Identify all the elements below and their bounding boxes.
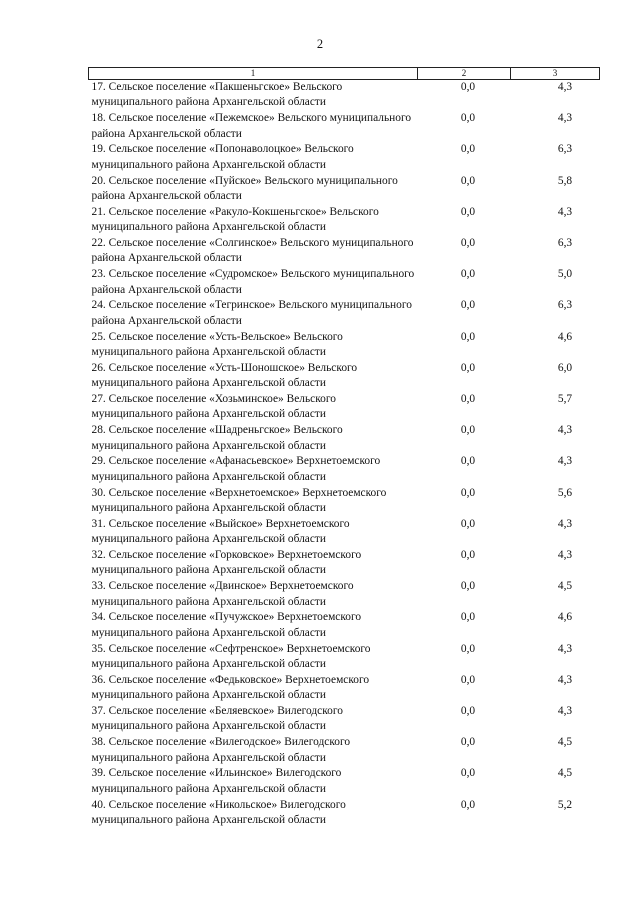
settlement-name-cell: 28. Сельское поселение «Шадреньгское» Вельского муниципального района Архангельской области	[91, 424, 343, 452]
value-col-3-cell: 4,6	[557, 330, 573, 343]
settlement-name-cell: 35. Сельское поселение «Сефтренское» Верхнетоемского муниципального района Архангельской области	[91, 642, 371, 671]
table-row	[89, 704, 600, 735]
table-row	[89, 298, 600, 329]
settlement-name-cell: 25. Сельское поселение «Усть-Вельское» Вельского муниципального района Архангельской области	[91, 330, 343, 359]
settlement-name-cell: 33. Сельское поселение «Двинское» Верхнетоемского муниципального района Архангельской области	[91, 580, 354, 608]
value-col-3-cell: 4,3	[557, 642, 573, 655]
value-col-3-cell: 4,3	[557, 205, 573, 218]
table-row	[89, 486, 600, 517]
value-col-3-cell: 5,0	[557, 268, 573, 281]
settlement-name-cell: 30. Сельское поселение «Верхнетоемское» Верхнетоемского муниципального района Архангельской области	[91, 486, 387, 515]
value-col-3-cell: 4,3	[557, 517, 573, 530]
value-col-2-cell: 0,0	[460, 455, 476, 468]
settlement-name-cell: 32. Сельское поселение «Горковское» Верхнетоемского муниципального района Архангельской области	[91, 549, 362, 577]
table-row	[89, 205, 600, 236]
table-row	[89, 610, 600, 641]
value-col-3-cell: 4,3	[557, 549, 573, 562]
value-col-2-cell: 0,0	[460, 798, 476, 811]
table-row	[89, 673, 600, 704]
header-col-1: 1	[89, 68, 418, 80]
table-row	[89, 798, 600, 829]
table-row	[89, 80, 600, 112]
settlement-name-cell: 37. Сельское поселение «Беляевское» Вилегодского муниципального района Архангельской области	[91, 705, 343, 733]
table-row	[89, 766, 600, 797]
value-col-2-cell: 0,0	[460, 237, 476, 250]
value-col-2-cell: 0,0	[460, 549, 476, 562]
value-col-2-cell: 0,0	[460, 143, 476, 156]
value-col-2-cell: 0,0	[460, 736, 476, 749]
settlement-name-cell: 38. Сельское поселение «Вилегодское» Вилегодского муниципального района Архангельской области	[91, 736, 351, 764]
value-col-3-cell: 4,3	[557, 81, 573, 93]
value-col-3-cell: 4,5	[557, 767, 573, 780]
settlement-name-cell: 20. Сельское поселение «Пуйское» Вельского муниципального района Архангельской области	[91, 174, 398, 203]
value-col-3-cell: 4,3	[557, 705, 573, 718]
table-row	[89, 579, 600, 610]
table-row	[89, 330, 600, 361]
settlement-name-cell: 22. Сельское поселение «Солгинское» Вельского муниципального района Архангельской области	[91, 237, 414, 265]
settlement-name-cell: 39. Сельское поселение «Ильинское» Вилегодского муниципального района Архангельской области	[91, 767, 342, 795]
value-col-2-cell: 0,0	[460, 424, 476, 437]
value-col-3-cell: 4,3	[557, 673, 573, 686]
value-col-3-cell: 4,3	[557, 455, 573, 468]
table-row	[89, 392, 600, 423]
table-body	[89, 80, 600, 829]
table-row	[89, 361, 600, 392]
settlement-name-cell: 34. Сельское поселение «Пучужское» Верхнетоемского муниципального района Архангельской области	[91, 611, 362, 639]
value-col-2-cell: 0,0	[460, 299, 476, 312]
settlement-name-cell: 31. Сельское поселение «Выйское» Верхнетоемского муниципального района Архангельской области	[91, 517, 350, 546]
settlements-table	[88, 67, 600, 829]
value-col-2-cell: 0,0	[460, 81, 476, 93]
table-row	[89, 642, 600, 673]
table-row	[89, 517, 600, 548]
table-header	[89, 68, 600, 80]
table-row	[89, 174, 600, 205]
header-col-2: 2	[418, 68, 511, 80]
table-row	[89, 548, 600, 579]
value-col-2-cell: 0,0	[460, 767, 476, 780]
settlement-name-cell: 40. Сельское поселение «Никольское» Вилегодского муниципального района Архангельской области	[91, 798, 346, 827]
value-col-3-cell: 6,0	[557, 361, 573, 374]
value-col-3-cell: 5,7	[557, 393, 573, 406]
value-col-3-cell: 4,5	[557, 736, 573, 749]
table-row	[89, 735, 600, 766]
settlement-name-cell: 36. Сельское поселение «Федьковское» Верхнетоемского муниципального района Архангельской области	[91, 673, 370, 702]
value-col-3-cell: 5,8	[557, 174, 573, 187]
value-col-2-cell: 0,0	[460, 705, 476, 718]
table-row	[89, 236, 600, 267]
page-number: 2	[316, 37, 324, 51]
value-col-2-cell: 0,0	[460, 611, 476, 624]
value-col-2-cell: 0,0	[460, 205, 476, 218]
table-row	[89, 142, 600, 173]
settlement-name-cell: 26. Сельское поселение «Усть-Шоношское» Вельского муниципального района Архангельской области	[91, 361, 358, 390]
value-col-3-cell: 5,2	[557, 798, 573, 811]
value-col-2-cell: 0,0	[460, 642, 476, 655]
value-col-2-cell: 0,0	[460, 112, 476, 125]
value-col-3-cell: 4,3	[557, 112, 573, 125]
settlement-name-cell: 21. Сельское поселение «Ракуло-Кокшеньгское» Вельского муниципального района Архангельской области	[91, 205, 379, 234]
table-row	[89, 267, 600, 298]
value-col-3-cell: 6,3	[557, 143, 573, 156]
value-col-3-cell: 6,3	[557, 237, 573, 250]
value-col-2-cell: 0,0	[460, 486, 476, 499]
settlement-name-cell: 18. Сельское поселение «Пежемское» Вельского муниципального района Архангельской области	[91, 112, 412, 140]
header-col-3: 3	[511, 68, 600, 80]
value-col-2-cell: 0,0	[460, 393, 476, 406]
settlement-name-cell: 27. Сельское поселение «Хозьминское» Вельского муниципального района Архангельской области	[91, 393, 336, 421]
settlement-name-cell: 19. Сельское поселение «Попонаволоцкое» Вельского муниципального района Архангельской области	[91, 143, 354, 171]
value-col-2-cell: 0,0	[460, 268, 476, 281]
table-row	[89, 423, 600, 454]
value-col-2-cell: 0,0	[460, 673, 476, 686]
settlement-name-cell: 29. Сельское поселение «Афанасьевское» Верхнетоемского муниципального района Архангельской области	[91, 455, 381, 483]
value-col-3-cell: 4,5	[557, 580, 573, 593]
settlement-name-cell: 24. Сельское поселение «Тегринское» Вельского муниципального района Архангельской области	[91, 299, 412, 327]
table-row	[89, 111, 600, 142]
value-col-2-cell: 0,0	[460, 174, 476, 187]
value-col-3-cell: 5,6	[557, 486, 573, 499]
value-col-2-cell: 0,0	[460, 517, 476, 530]
value-col-3-cell: 4,6	[557, 611, 573, 624]
value-col-3-cell: 4,3	[557, 424, 573, 437]
settlement-name-cell: 17. Сельское поселение «Пакшеньгское» Вельского муниципального района Архангельской области	[91, 81, 343, 109]
value-col-2-cell: 0,0	[460, 330, 476, 343]
value-col-2-cell: 0,0	[460, 361, 476, 374]
settlement-name-cell: 23. Сельское поселение «Судромское» Вельского муниципального района Архангельской области	[91, 268, 415, 296]
table-row	[89, 454, 600, 485]
value-col-2-cell: 0,0	[460, 580, 476, 593]
value-col-3-cell: 6,3	[557, 299, 573, 312]
